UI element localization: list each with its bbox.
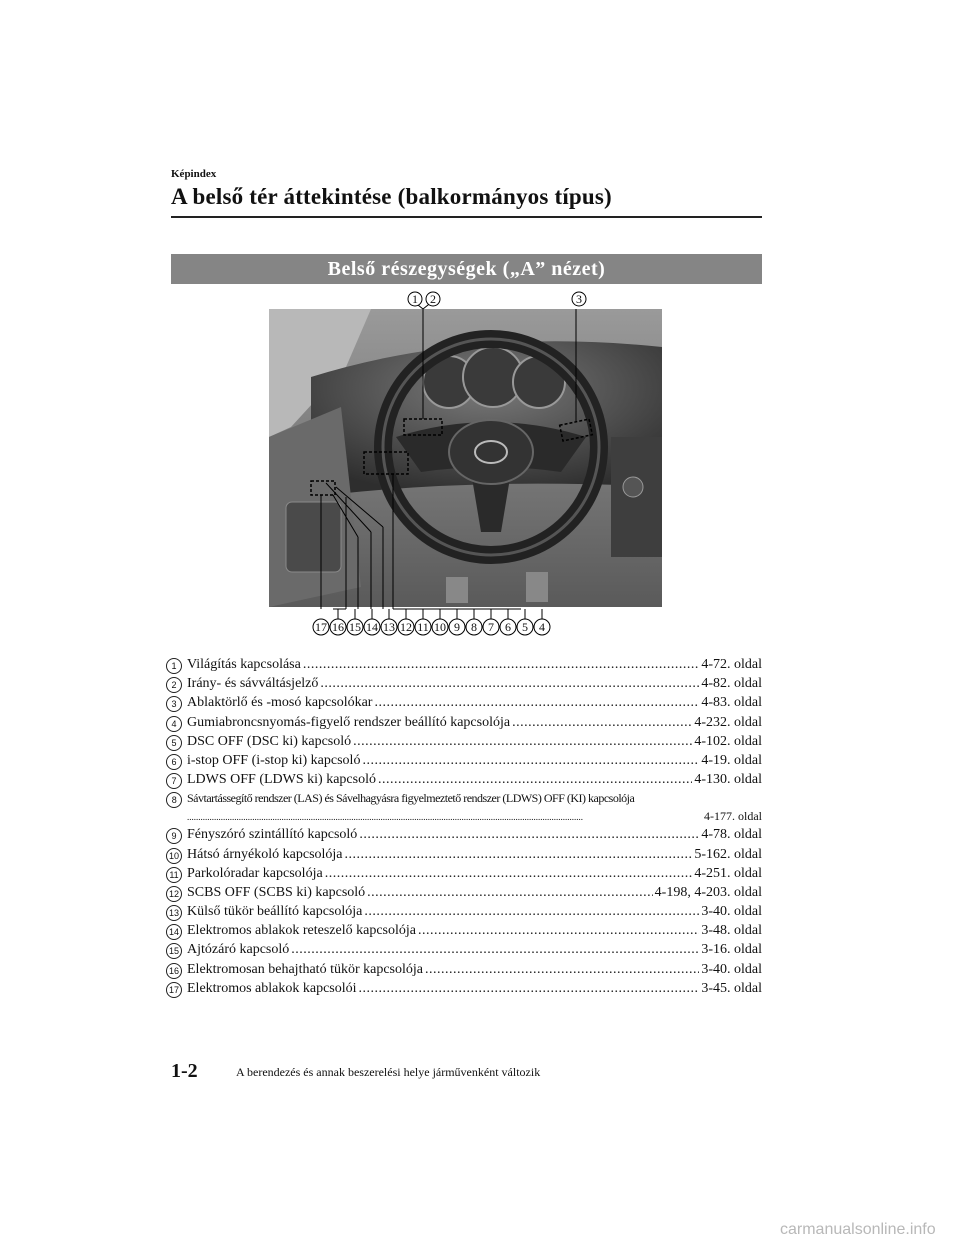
leader-dots <box>425 962 699 978</box>
leader-dots <box>374 695 699 711</box>
leader-dots <box>364 904 699 920</box>
leader-dots <box>359 981 700 997</box>
pedal-right <box>526 572 548 602</box>
callout-9: 9 <box>454 620 460 634</box>
item-number: 1 <box>166 658 182 674</box>
leader-dots <box>359 827 699 843</box>
item-label: Elektromos ablakok reteszelő kapcsolója <box>187 923 416 939</box>
callout-4: 4 <box>539 620 545 634</box>
item-label: Elektromosan behajtható tükör kapcsolója <box>187 961 423 977</box>
list-item <box>166 734 762 753</box>
list-item <box>166 753 762 772</box>
item-label: Ajtózáró kapcsoló <box>187 942 290 958</box>
item-page-ref: 4-83. oldal <box>701 695 762 711</box>
item-number: 5 <box>166 735 182 751</box>
item-page-ref: 5-162. oldal <box>694 846 762 862</box>
door-switch-panel <box>286 502 341 572</box>
item-label: Külső tükör beállító kapcsolója <box>187 904 363 920</box>
item-number: 10 <box>166 848 182 864</box>
pedal-left <box>446 577 468 603</box>
item-page-ref: 4-130. oldal <box>694 772 762 788</box>
item-page-ref: 4-78. oldal <box>701 827 762 843</box>
leader-dots <box>345 847 693 863</box>
item-label: LDWS OFF (LDWS ki) kapcsoló <box>187 772 376 788</box>
item-page-ref: 4-251. oldal <box>694 865 762 881</box>
list-item <box>166 866 762 885</box>
leader-dots <box>512 715 692 731</box>
leader-dots <box>303 657 699 673</box>
list-item <box>166 772 762 791</box>
interior-figure <box>171 287 762 653</box>
section-label: Képindex <box>171 168 217 180</box>
callout-3: 3 <box>576 292 582 306</box>
item-number: 2 <box>166 677 182 693</box>
leader-dots <box>353 734 692 750</box>
leader-dots <box>378 772 692 788</box>
list-item <box>166 942 762 961</box>
steering-hub <box>449 420 533 484</box>
item-number: 7 <box>166 773 182 789</box>
item-label: Sávtartássegítő rendszer (LAS) és Sávelhagyásra figyelmeztető rendszer (LDWS) OFF (KI) kapcsolója <box>187 791 635 806</box>
item-label: Gumiabroncsnyomás-figyelő rendszer beállító kapcsolója <box>187 714 511 730</box>
item-page-ref: 3-48. oldal <box>701 923 762 939</box>
callout-17: 17 <box>315 620 327 634</box>
item-label: Parkolóradar kapcsolója <box>187 865 323 881</box>
callout-12: 12 <box>400 620 412 634</box>
callout-10: 10 <box>434 620 446 634</box>
list-item <box>166 904 762 923</box>
list-item <box>166 657 762 676</box>
item-label: Világítás kapcsolása <box>187 657 301 672</box>
item-page-ref: 4-19. oldal <box>701 752 762 768</box>
leader-dots <box>187 809 702 824</box>
item-page-ref: 4-232. oldal <box>694 714 762 730</box>
list-item <box>166 923 762 942</box>
item-number: 9 <box>166 828 182 844</box>
item-page-ref: 3-45. oldal <box>701 980 762 996</box>
item-page-ref: 3-40. oldal <box>701 961 762 977</box>
callout-16: 16 <box>332 620 344 634</box>
item-number: 8 <box>166 792 182 808</box>
list-item <box>166 981 762 1000</box>
view-banner: Belső részegységek („A” nézet) <box>171 254 762 284</box>
leader-dots <box>325 866 693 882</box>
callout-1: 1 <box>412 292 418 306</box>
callout-13: 13 <box>383 620 395 634</box>
leader-dots <box>320 676 699 692</box>
item-number: 6 <box>166 754 182 770</box>
callout-14: 14 <box>366 620 378 634</box>
item-number: 17 <box>166 982 182 998</box>
item-label: SCBS OFF (SCBS ki) kapcsoló <box>187 884 366 900</box>
list-item <box>166 676 762 695</box>
leader-dots <box>418 923 699 939</box>
component-list <box>166 657 762 1000</box>
item-number: 4 <box>166 716 182 732</box>
item-page-ref: 3-40. oldal <box>701 904 762 920</box>
list-item <box>166 791 762 827</box>
callout-2: 2 <box>430 292 436 306</box>
item-label: Ablaktörlő és -mosó kapcsolókar <box>187 695 373 711</box>
list-item <box>166 715 762 734</box>
callout-5: 5 <box>522 620 528 634</box>
leader-dots <box>291 942 699 958</box>
center-console <box>611 437 662 557</box>
callout-11: 11 <box>417 620 429 634</box>
item-page-ref: 4-177. oldal <box>704 809 762 824</box>
item-page-ref: 3-16. oldal <box>701 942 762 958</box>
list-item <box>166 847 762 866</box>
item-number: 12 <box>166 886 182 902</box>
item-number: 16 <box>166 963 182 979</box>
console-knob <box>623 477 643 497</box>
list-item <box>166 695 762 714</box>
leader-dots <box>362 753 699 769</box>
item-label: Hátsó árnyékoló kapcsolója <box>187 846 343 862</box>
item-label: Elektromos ablakok kapcsolói <box>187 980 357 996</box>
item-page-ref: 4-198, 4-203. oldal <box>654 884 762 900</box>
item-label: i-stop OFF (i-stop ki) kapcsoló <box>187 752 361 768</box>
list-item <box>166 827 762 846</box>
callout-7: 7 <box>488 620 494 634</box>
footer-note: A berendezés és annak beszerelési helye járművenként változik <box>236 1065 541 1079</box>
item-number: 15 <box>166 943 182 959</box>
leader-dots <box>367 885 653 901</box>
title-divider <box>171 216 762 218</box>
callout-group-bottom <box>313 609 550 635</box>
item-label: Irány- és sávváltásjelző <box>187 676 319 692</box>
callout-6: 6 <box>505 620 511 634</box>
item-number: 11 <box>166 867 182 883</box>
item-number: 13 <box>166 905 182 921</box>
list-item <box>166 885 762 904</box>
callout-8: 8 <box>471 620 477 634</box>
interior-illustration <box>171 287 762 653</box>
item-label: DSC OFF (DSC ki) kapcsoló <box>187 733 352 749</box>
item-number: 14 <box>166 924 182 940</box>
callout-group-top <box>408 292 586 306</box>
callout-15: 15 <box>349 620 361 634</box>
list-item <box>166 962 762 981</box>
page-title: A belső tér áttekintése (balkormányos típus) <box>171 184 612 209</box>
item-label: Fényszóró szintállító kapcsoló <box>187 827 358 843</box>
item-page-ref: 4-72. oldal <box>701 657 762 672</box>
item-page-ref: 4-102. oldal <box>694 733 762 749</box>
item-page-ref: 4-82. oldal <box>701 676 762 692</box>
item-number: 3 <box>166 696 182 712</box>
watermark: carmanualsonline.info <box>780 1221 936 1238</box>
page-number: 1-2 <box>171 1060 198 1082</box>
